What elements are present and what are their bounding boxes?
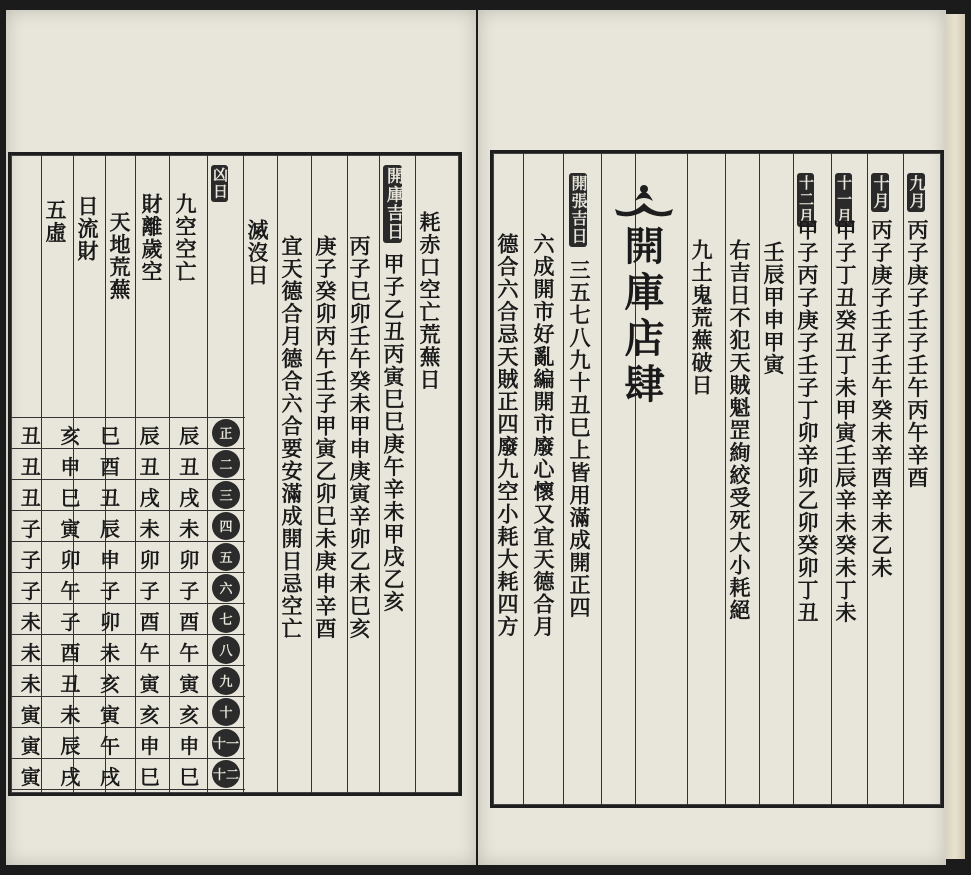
column-month-9: 丙子庚子壬子壬午丙午辛酉: [905, 219, 930, 489]
left-frame: [8, 152, 462, 796]
tag-month-11: 十一月: [835, 175, 853, 225]
row-divider: [11, 510, 245, 511]
column-liucheng: 六成開市好亂編開市廢心懷又宜天德合月: [531, 233, 556, 638]
column-caili: 財離歲空: [139, 193, 164, 283]
divider: [793, 153, 794, 805]
section-title: 開庫店肆: [618, 225, 665, 409]
table-cell: 辰: [139, 424, 160, 448]
table-cell: 寅: [139, 672, 160, 696]
divider: [277, 155, 278, 793]
table-cell: 寅: [179, 672, 200, 696]
table-cell: 丑: [20, 486, 41, 510]
month-badge: 三: [212, 481, 240, 509]
table-cell: 寅: [60, 517, 81, 541]
table-cell: 寅: [20, 765, 41, 789]
column-jiukong: 九空空亡: [173, 193, 198, 283]
table-cell: 酉: [139, 610, 160, 634]
tag-kaizhang: 開張吉日: [569, 175, 588, 245]
row-divider: [11, 727, 245, 728]
table-cell: 丑: [99, 486, 120, 510]
table-cell: 亥: [99, 672, 120, 696]
tag-kaiku-ji: 開庫吉日: [383, 167, 403, 241]
table-cell: 申: [179, 734, 200, 758]
column-mie: 滅沒日: [245, 219, 270, 287]
table-cell: 未: [139, 517, 160, 541]
table-cell: 子: [20, 548, 41, 572]
row-divider: [11, 634, 245, 635]
divider: [379, 155, 380, 793]
tag-month-10: 十月: [871, 175, 890, 210]
column-gengzi: 庚子癸卯丙午壬子甲寅乙卯巳未庚申辛酉: [313, 235, 338, 640]
tag-month-12: 十二月: [797, 175, 815, 225]
table-cell: 巳: [99, 424, 120, 448]
row-divider: [11, 696, 245, 697]
table-cell: 酉: [60, 641, 81, 665]
table-cell: 子: [20, 579, 41, 603]
column-bingzi: 丙子巳卯壬午癸未甲申庚寅辛卯乙未巳亥: [347, 235, 372, 640]
month-badge: 四: [212, 512, 240, 540]
table-cell: 子: [60, 610, 81, 634]
row-divider: [11, 541, 245, 542]
divider: [601, 153, 602, 805]
month-badge: 六: [212, 574, 240, 602]
column-tiandi: 天地荒蕪: [107, 211, 132, 301]
month-badge: 七: [212, 605, 240, 633]
row-divider: [11, 479, 245, 480]
table-cell: 午: [99, 734, 120, 758]
table-cell: 丑: [179, 455, 200, 479]
table-cell: 辰: [99, 517, 120, 541]
divider: [415, 155, 416, 793]
table-cell: 亥: [179, 703, 200, 727]
divider: [523, 153, 524, 805]
column-hao: 耗赤口空亡荒蕪日: [417, 211, 442, 391]
table-cell: 卯: [179, 548, 200, 572]
row-divider: [11, 665, 245, 666]
column-riliu: 日流財: [75, 195, 100, 263]
table-cell: 戌: [179, 486, 200, 510]
table-cell: 酉: [99, 455, 120, 479]
row-divider: [11, 417, 245, 418]
table-cell: 未: [20, 672, 41, 696]
column-renchen: 壬辰甲申甲寅: [761, 241, 786, 376]
column-dehe: 德合六合忌天賊正四廢九空小耗大耗四方: [495, 233, 520, 638]
table-cell: 申: [99, 548, 120, 572]
column-youji: 右吉日不犯天賊魁罡絢絞受死大小耗絕: [727, 239, 752, 622]
column-sanwu: 三五七八九十丑巳上皆用滿成開正四: [567, 259, 592, 619]
table-cell: 未: [60, 703, 81, 727]
column-wufei: 五虛: [43, 199, 68, 244]
table-cell: 未: [20, 610, 41, 634]
table-cell: 卯: [60, 548, 81, 572]
month-badge: 十二: [212, 760, 240, 788]
column-month-11: 甲子丁丑癸丑丁未甲寅壬辰辛未癸未丁未: [833, 219, 858, 624]
table-cell: 未: [179, 517, 200, 541]
table-cell: 丑: [20, 424, 41, 448]
column-month-10: 丙子庚子壬子壬午癸未辛酉辛未乙未: [869, 219, 894, 579]
table-cell: 申: [139, 734, 160, 758]
table-cell: 寅: [20, 703, 41, 727]
table-cell: 酉: [179, 610, 200, 634]
tag-month-9: 九月: [907, 175, 926, 210]
table-cell: 午: [60, 579, 81, 603]
row-divider: [11, 448, 245, 449]
right-page: [478, 10, 946, 865]
table-cell: 巳: [139, 765, 160, 789]
month-badge: 十一: [212, 729, 240, 757]
table-cell: 申: [60, 455, 81, 479]
table-cell: 子: [179, 579, 200, 603]
table-cell: 卯: [99, 610, 120, 634]
table-cell: 子: [139, 579, 160, 603]
month-table: [11, 417, 245, 789]
divider: [563, 153, 564, 805]
divider: [867, 153, 868, 805]
column-jiazi: 甲子乙丑丙寅巳巳庚午辛未甲戌乙亥: [381, 253, 406, 613]
month-badge: 二: [212, 450, 240, 478]
table-cell: 亥: [60, 424, 81, 448]
table-cell: 寅: [20, 734, 41, 758]
divider: [311, 155, 312, 793]
table-cell: 午: [179, 641, 200, 665]
table-cell: 戌: [60, 765, 81, 789]
divider: [903, 153, 904, 805]
lotus-ornament-icon: [611, 179, 677, 219]
table-cell: 辰: [60, 734, 81, 758]
right-frame: [490, 150, 944, 808]
table-cell: 亥: [139, 703, 160, 727]
page-edge: [945, 14, 965, 859]
divider: [687, 153, 688, 805]
table-cell: 寅: [99, 703, 120, 727]
column-yi: 宜天德合月德合六合要安滿成開日忌空亡: [279, 235, 304, 640]
left-page: [6, 10, 476, 865]
table-cell: 戌: [99, 765, 120, 789]
table-cell: 巳: [60, 486, 81, 510]
column-month-12: 甲子丙子庚子壬子丁卯辛卯乙卯癸卯丁丑: [795, 219, 820, 624]
table-cell: 巳: [179, 765, 200, 789]
table-cell: 未: [20, 641, 41, 665]
table-cell: 丑: [139, 455, 160, 479]
row-divider: [11, 758, 245, 759]
table-cell: 丑: [20, 455, 41, 479]
month-badge: 九: [212, 667, 240, 695]
tag-xiong: 凶日: [211, 167, 229, 200]
table-cell: 戌: [139, 486, 160, 510]
table-cell: 辰: [179, 424, 200, 448]
divider: [759, 153, 760, 805]
month-badge: 十: [212, 698, 240, 726]
table-cell: 卯: [139, 548, 160, 572]
row-divider: [11, 572, 245, 573]
month-badge: 五: [212, 543, 240, 571]
table-cell: 丑: [60, 672, 81, 696]
column-jiutu: 九土鬼荒蕪破日: [689, 239, 714, 397]
row-divider: [11, 789, 245, 790]
table-cell: 子: [99, 579, 120, 603]
divider: [831, 153, 832, 805]
table-cell: 子: [20, 517, 41, 541]
table-cell: 午: [139, 641, 160, 665]
month-badge: 正: [212, 419, 240, 447]
row-divider: [11, 603, 245, 604]
month-badge: 八: [212, 636, 240, 664]
table-cell: 未: [99, 641, 120, 665]
divider: [725, 153, 726, 805]
